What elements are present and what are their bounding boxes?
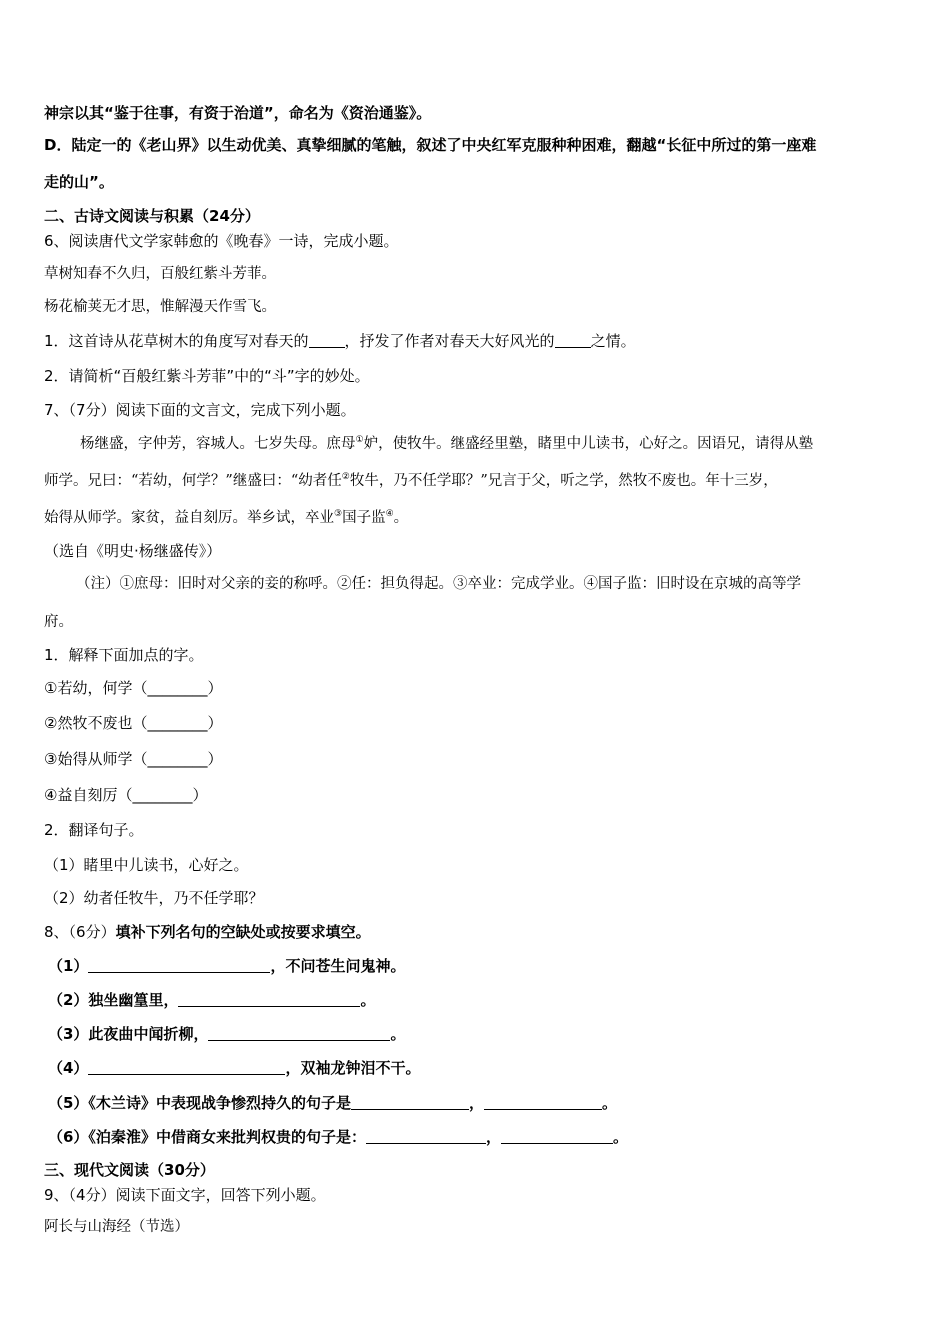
q8-i6-text-b: ，	[485, 1128, 501, 1146]
q6-sub1	[44, 331, 636, 351]
q6-blank-1[interactable]	[309, 333, 345, 348]
q7-item-2: ②然牧不废也（________）	[44, 714, 223, 732]
q7-passage-line2	[44, 471, 778, 491]
q8-i6-blank-2[interactable]	[501, 1129, 613, 1144]
q8-i1-text-b: ，不问苍生问鬼神。	[270, 957, 406, 975]
q7-item-1: ①若幼，何学（________）	[44, 679, 223, 697]
section2-heading: 二、古诗文阅读与积累（24分）	[44, 207, 260, 225]
q7-passage-l1-b: 妒，使牧牛。继盛经里塾，睹里中儿读书，心好之。因语兄，请得从塾	[363, 436, 814, 452]
q6-blank-2[interactable]	[555, 333, 591, 348]
q6-poem-line2: 杨花榆荚无才思，惟解漫天作雪飞。	[44, 299, 276, 315]
q8-i6-blank-1[interactable]	[366, 1129, 486, 1144]
q7-sub2: 2．翻译句子。	[44, 821, 144, 839]
q8-i5-text-a: （5）《木兰诗》中表现战争惨烈持久的句子是	[48, 1094, 351, 1112]
q8-prompt-text: 填补下列名句的空缺处或按要求填空。	[115, 923, 371, 941]
q9-title: 阿长与山海经（节选）	[44, 1219, 189, 1235]
q8-i5-blank-2[interactable]	[484, 1095, 602, 1110]
q8-i5-text-c: 。	[601, 1094, 617, 1112]
q8-prompt-score: 8、（6分）	[44, 923, 116, 941]
note-mark-3: ③	[334, 509, 343, 519]
q7-passage-line3	[44, 508, 408, 528]
q8-i5-blank-1[interactable]	[351, 1095, 469, 1110]
q8-item-2	[48, 990, 375, 1010]
q8-i1-blank[interactable]	[88, 958, 270, 973]
q8-item-3	[48, 1024, 405, 1044]
q7-source: （选自《明史·杨继盛传》）	[44, 542, 222, 560]
section3-heading: 三、现代文阅读（30分）	[44, 1161, 215, 1179]
q8-i2-text-b: 。	[360, 991, 376, 1009]
q8-i6-text-a: （6）《泊秦淮》中借商女来批判权贵的句子是：	[48, 1128, 366, 1146]
q8-i2-blank[interactable]	[178, 992, 360, 1007]
q8-i3-text-a: （3）此夜曲中闻折柳，	[48, 1025, 209, 1043]
q8-i3-blank[interactable]	[208, 1026, 390, 1041]
q8-i1-text-a: （1）	[48, 957, 89, 975]
q8-i2-text-a: （2）独坐幽篁里，	[48, 991, 179, 1009]
q7-passage-l3-a: 始得从师学。家贫，益自刻厉。举乡试，卒业	[44, 510, 334, 526]
q8-item-4	[48, 1058, 420, 1078]
q6-sub1-text-a: 1．这首诗从花草树木的角度写对春天的	[44, 332, 309, 350]
q7-notes-line1: （注）①庶母：旧时对父亲的妾的称呼。②任：担负得起。③卒业：完成学业。④国子监：旧时设在京城的高等学	[76, 576, 801, 592]
q7-passage-l2-a: 师学。兄曰：“若幼，何学？”继盛曰：“幼者任	[44, 473, 342, 489]
q7-translate-1: （1）睹里中儿读书，心好之。	[44, 856, 249, 874]
q6-sub1-text-c: 之情。	[590, 332, 636, 350]
q8-item-1	[48, 956, 405, 976]
q9-prompt: 9、（4分）阅读下面文字，回答下列小题。	[44, 1186, 326, 1204]
q5-option-d-line1: D．陆定一的《老山界》以生动优美、真挚细腻的笔触，叙述了中央红军克服种种困难，翻越“长征中所过的第一座难	[44, 136, 817, 154]
note-mark-1: ①	[355, 435, 364, 445]
q7-passage-l1-a: 杨继盛，字仲芳，容城人。七岁失母。庶母	[80, 436, 356, 452]
q8-i4-blank[interactable]	[88, 1060, 285, 1075]
q7-passage-l2-b: 牧牛，乃不任学耶？”兄言于父，听之学，然牧不废也。年十三岁，	[349, 473, 778, 489]
q7-sub1: 1．解释下面加点的字。	[44, 646, 204, 664]
q8-item-5	[48, 1093, 617, 1113]
q7-passage-line1	[80, 434, 813, 454]
q7-item-4: ④益自刻厉（________）	[44, 786, 208, 804]
q6-sub1-text-b: ，抒发了作者对春天大好风光的	[344, 332, 555, 350]
q7-passage-l3-b: 国子监	[342, 510, 386, 526]
q6-sub2: 2．请简析“百般红紫斗芳菲”中的“斗”字的妙处。	[44, 367, 370, 385]
q8-i5-text-b: ，	[468, 1094, 484, 1112]
q6-prompt: 6、阅读唐代文学家韩愈的《晚春》一诗，完成小题。	[44, 232, 399, 250]
q7-prompt: 7、（7分）阅读下面的文言文，完成下列小题。	[44, 401, 356, 419]
q8-prompt	[44, 922, 371, 942]
q8-i6-text-c: 。	[612, 1128, 628, 1146]
q6-poem-line1: 草树知春不久归，百般红紫斗芳菲。	[44, 266, 276, 282]
q7-item-3: ③始得从师学（________）	[44, 750, 223, 768]
q7-notes-line2: 府。	[44, 614, 73, 630]
q5-option-d-line2: 走的山”。	[44, 173, 114, 191]
note-mark-4: ④	[385, 509, 394, 519]
q8-i4-text-b: ，双袖龙钟泪不干。	[285, 1059, 421, 1077]
q8-item-6	[48, 1127, 628, 1147]
q5-option-c-end: 神宗以其“鉴于往事，有资于治道”，命名为《资治通鉴》。	[44, 104, 432, 122]
note-mark-2: ②	[341, 472, 350, 482]
q8-i3-text-b: 。	[390, 1025, 406, 1043]
q8-i4-text-a: （4）	[48, 1059, 89, 1077]
q7-translate-2: （2）幼者任牧牛，乃不任学耶？	[44, 889, 264, 907]
q7-passage-l3-c: 。	[393, 510, 409, 526]
